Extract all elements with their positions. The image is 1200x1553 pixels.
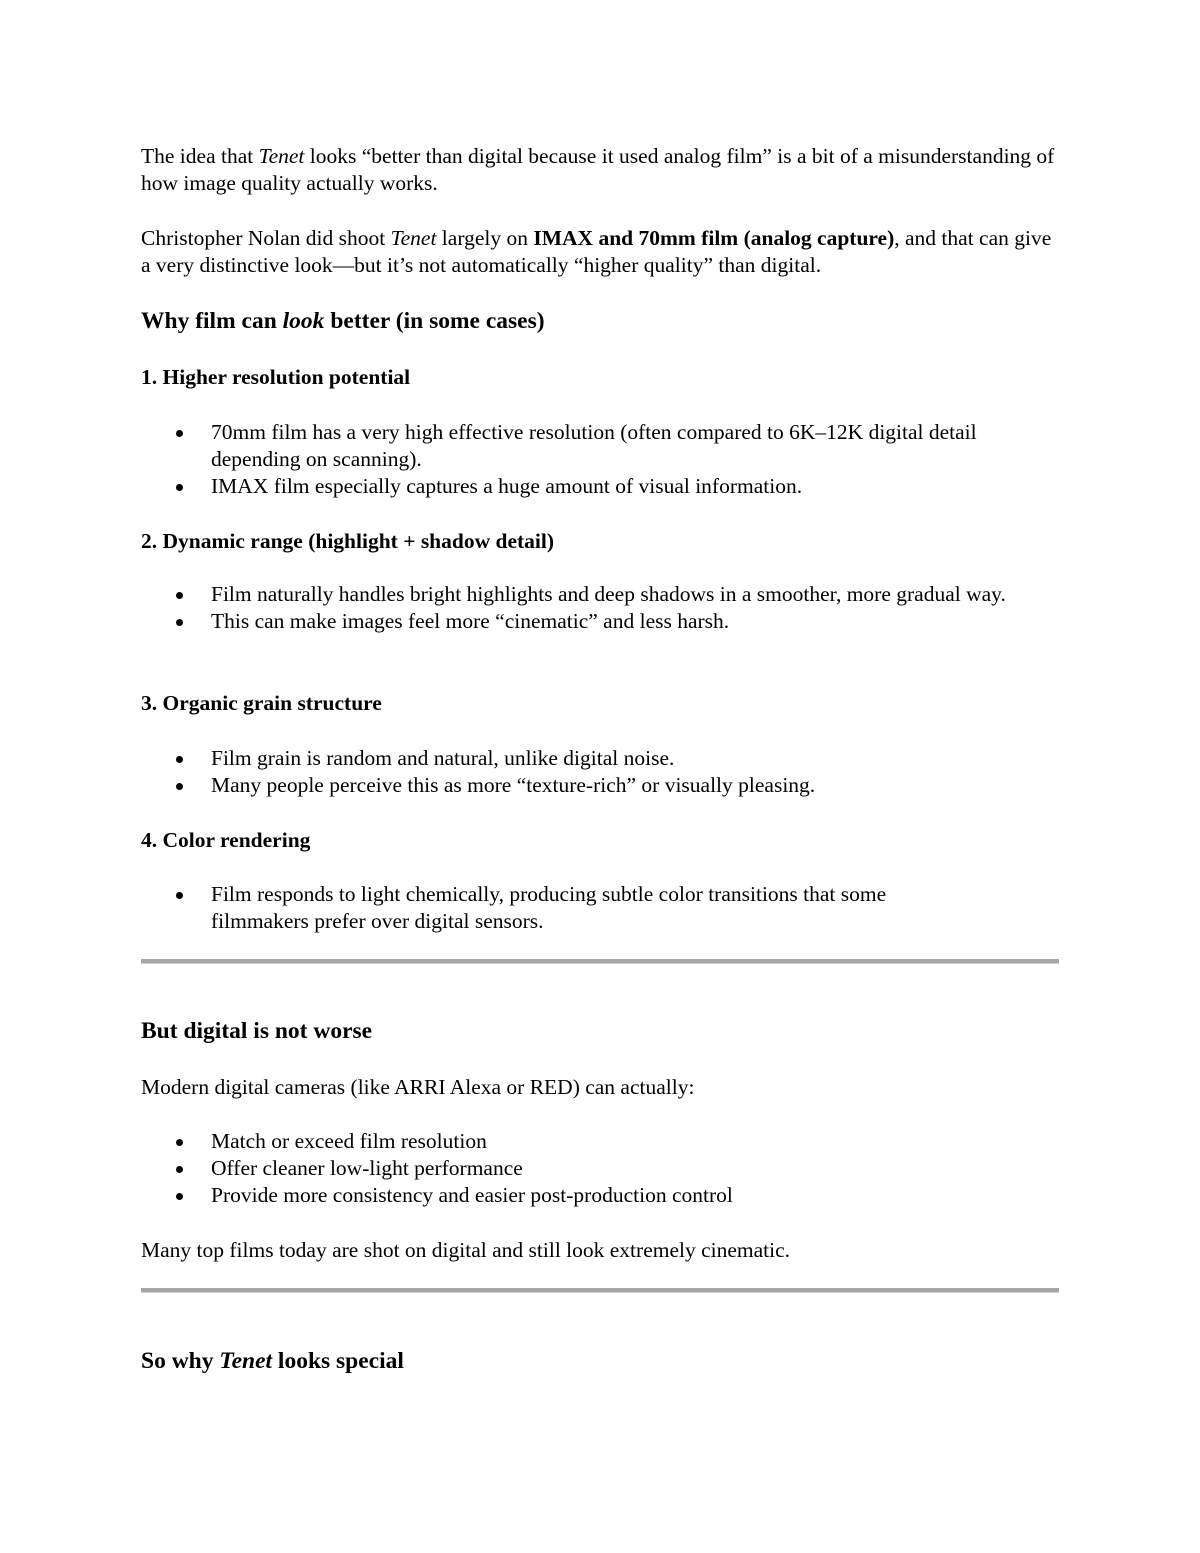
subheading-dynamic-range: 2. Dynamic range (highlight + shadow detail) [141,529,555,553]
film-title: Tenet [390,226,437,250]
subheading-grain: 3. Organic grain structure [141,691,382,715]
bullet-icon [176,592,183,599]
horizontal-divider [141,1288,1059,1293]
list-item: Provide more consistency and easier post-production control [141,1182,1066,1209]
bullet-list-dynamic-range [141,581,1066,635]
intro-paragraph-2: Christopher Nolan did shoot Tenet largely on IMAX and 70mm film (analog capture), and that can give a very distinctive look—but it’s not automatically “higher quality” than digital. [141,226,1052,277]
digital-intro: Modern digital cameras (like ARRI Alexa or RED) can actually: [141,1075,695,1099]
list-item: Offer cleaner low-light performance [141,1155,1066,1182]
list-item: Film naturally handles bright highlights and deep shadows in a smoother, more gradual way. [141,581,1066,608]
bullet-icon [176,1139,183,1146]
section-heading-why-film: Why film can look better (in some cases) [141,308,545,334]
subheading-color: 4. Color rendering [141,828,311,852]
subheading-resolution: 1. Higher resolution potential [141,365,411,389]
bold-phrase: IMAX and 70mm film (analog capture) [533,226,895,250]
bullet-icon [176,619,183,626]
bullet-icon [176,756,183,763]
horizontal-divider [141,959,1059,964]
bullet-icon [176,430,183,437]
list-item: Match or exceed film resolution [141,1128,1066,1155]
list-item: Film responds to light chemically, producing subtle color transitions that some filmmakers prefer over digital sensors. [141,881,971,935]
bullet-icon [176,892,183,899]
film-title: Tenet [258,144,305,168]
section-heading-tenet: So why Tenet looks special [141,1348,404,1374]
bullet-list-digital [141,1128,1066,1209]
list-item: This can make images feel more “cinematic” and less harsh. [141,608,1066,635]
list-item: IMAX film especially captures a huge amount of visual information. [141,473,1066,500]
section-heading-digital: But digital is not worse [141,1018,373,1044]
bullet-list-color [141,881,971,935]
bullet-icon [176,484,183,491]
digital-closing: Many top films today are shot on digital and still look extremely cinematic. [141,1238,791,1262]
list-item: Many people perceive this as more “texture-rich” or visually pleasing. [141,772,1066,799]
bullet-icon [176,1193,183,1200]
list-item: Film grain is random and natural, unlike digital noise. [141,745,1066,772]
intro-paragraph-1: The idea that Tenet looks “better than digital because it used analog film” is a bit of a misunderstanding of how image quality actually works. [141,144,1055,195]
list-item: 70mm film has a very high effective resolution (often compared to 6K–12K digital detail depending on scanning). [141,419,1066,473]
bullet-list-resolution [141,419,1066,500]
bullet-list-grain [141,745,1066,799]
bullet-icon [176,1166,183,1173]
bullet-icon [176,783,183,790]
